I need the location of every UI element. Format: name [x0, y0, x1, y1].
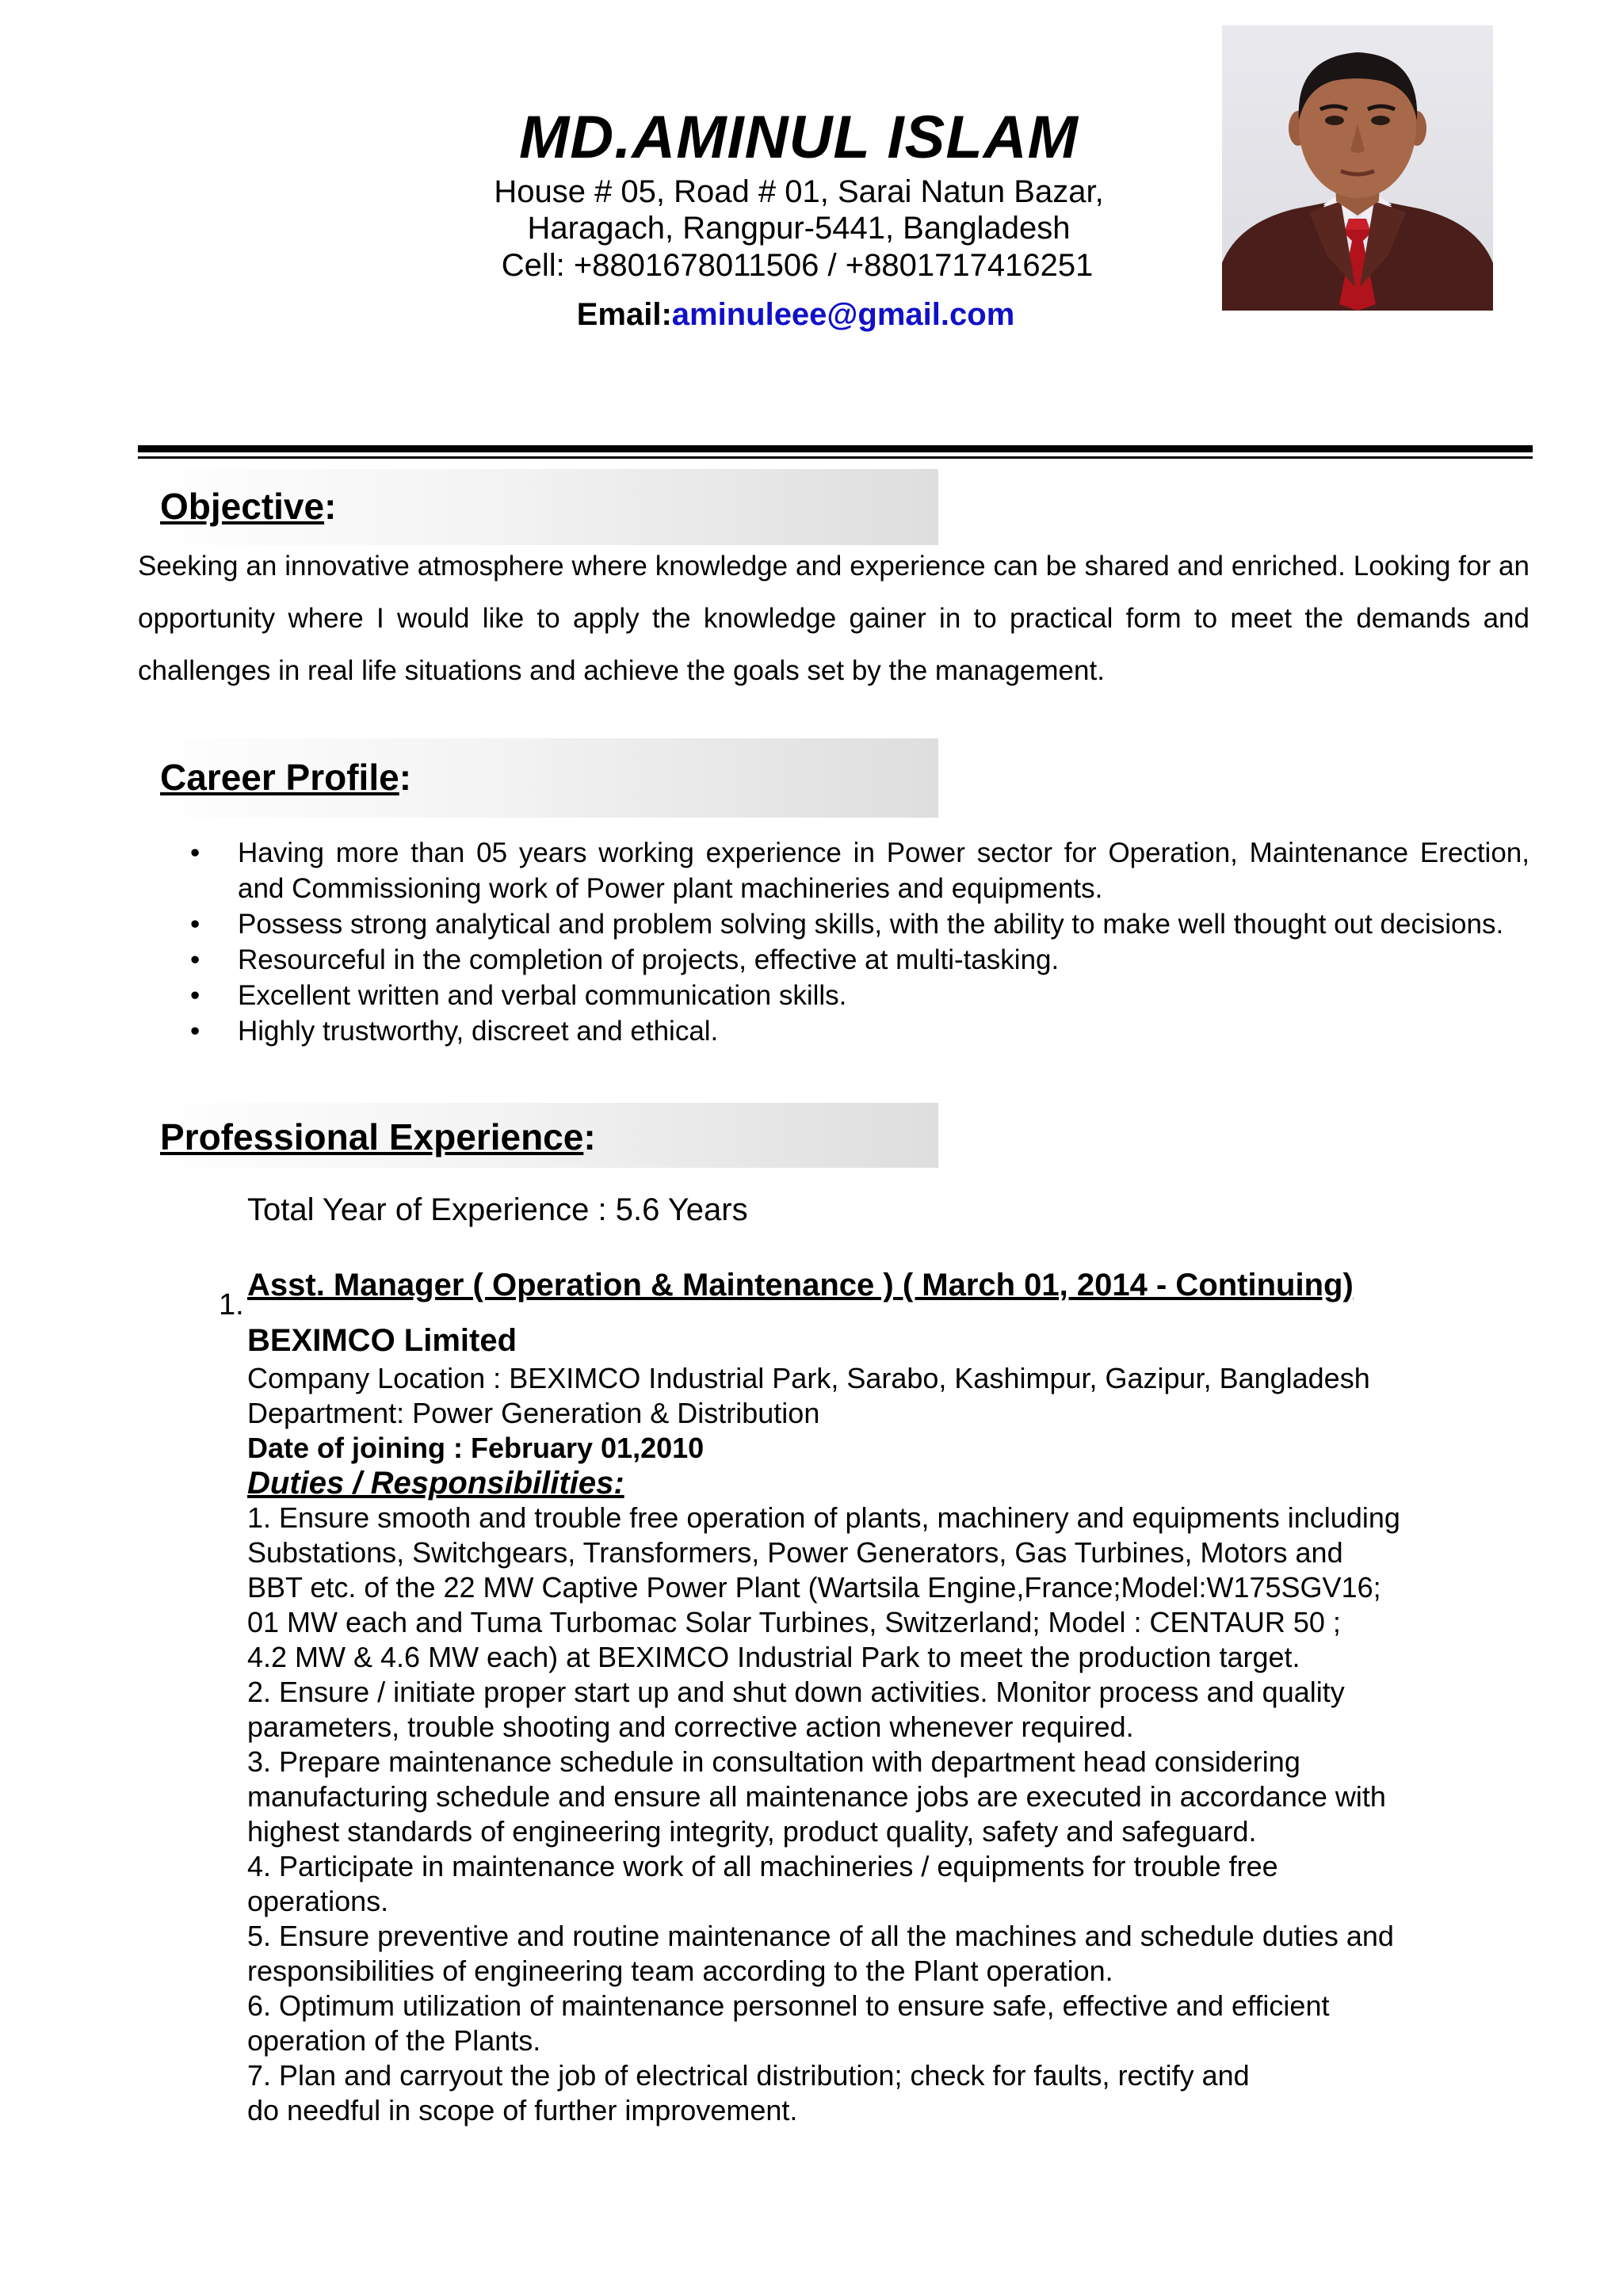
duty-line: 01 MW each and Tuma Turbomac Solar Turbines, Switzerland; Model : CENTAUR 50 ;	[247, 1606, 1341, 1638]
duty-line: manufacturing schedule and ensure all maintenance jobs are executed in accordance with	[247, 1780, 1386, 1813]
candidate-name: MD.AMINUL ISLAM	[519, 104, 1079, 171]
duty-line: 5. Ensure preventive and routine maintenance of all the machines and schedule duties and	[247, 1920, 1394, 1952]
list-item: • Having more than 05 years working experience in Power sector for Operation, Maintenance Erection, and Commissioning work of Power plant machineries and equipments.	[190, 837, 1529, 904]
duty-line: 6. Optimum utilization of maintenance personnel to ensure safe, effective and efficient	[247, 1989, 1330, 2022]
career-profile-section-header	[138, 738, 938, 818]
list-item: • Excellent written and verbal communication skills.	[190, 980, 847, 1011]
duty-line: BBT etc. of the 22 MW Captive Power Plant (Wartsila Engine,France;Model:W175SGV16;	[247, 1571, 1381, 1604]
duty-line: 4.2 MW & 4.6 MW each) at BEXIMCO Industrial Park to meet the production target.	[247, 1641, 1300, 1673]
email-label: Email:	[576, 297, 672, 332]
job-details	[247, 1361, 1531, 2128]
list-item: • Resourceful in the completion of projects, effective at multi-tasking.	[190, 944, 1060, 975]
duty-line: 3. Prepare maintenance schedule in consultation with department head considering	[247, 1745, 1300, 1778]
experience-section-header	[138, 1103, 938, 1168]
duty-line: Substations, Switchgears, Transformers, Power Generators, Gas Turbines, Motors and	[247, 1536, 1343, 1569]
duty-line: 7. Plan and carryout the job of electrical distribution; check for faults, rectify and	[247, 2059, 1250, 2092]
duties-heading: Duties / Responsibilities:	[247, 1466, 624, 1501]
career-profile-list	[138, 835, 1529, 1049]
cell-phone: Cell: +8801678011506 / +8801717416251	[501, 248, 1094, 283]
header-divider-thick	[138, 445, 1533, 452]
duty-line: highest standards of engineering integrity, product quality, safety and safeguard.	[247, 1815, 1257, 1848]
duty-line: operations.	[247, 1885, 389, 1917]
experience-heading: Professional Experience:	[160, 1116, 596, 1158]
duties-list	[247, 1501, 1531, 2128]
duty-line: 1. Ensure smooth and trouble free operation of plants, machinery and equipments including	[247, 1501, 1400, 1534]
duty-line: do needful in scope of further improvement.	[247, 2094, 798, 2126]
list-item: • Highly trustworthy, discreet and ethical.	[190, 1016, 719, 1047]
profile-photo	[1222, 25, 1493, 311]
job-title: Asst. Manager ( Operation & Maintenance ) ( March 01, 2014 - Continuing)	[247, 1268, 1354, 1302]
objective-section-header	[138, 469, 938, 545]
company-location: Company Location : BEXIMCO Industrial Park, Sarabo, Kashimpur, Gazipur, Bangladesh	[247, 1362, 1370, 1394]
date-of-joining: Date of joining : February 01,2010	[247, 1432, 705, 1464]
email-link[interactable]: aminuleee@gmail.com	[671, 297, 1015, 332]
duty-line: operation of the Plants.	[247, 2024, 541, 2057]
list-item: • Possess strong analytical and problem solving skills, with the ability to make well thought out decisions.	[190, 909, 1504, 940]
objective-heading: Objective:	[160, 486, 337, 527]
address-line-1: House # 05, Road # 01, Sarai Natun Bazar,	[494, 174, 1104, 209]
company-name: BEXIMCO Limited	[247, 1323, 517, 1358]
department: Department: Power Generation & Distribution	[247, 1397, 820, 1429]
portrait-illustration	[1222, 25, 1493, 311]
header-divider-thin	[138, 456, 1533, 459]
duty-line: parameters, trouble shooting and corrective action whenever required.	[247, 1711, 1134, 1743]
duty-line: 4. Participate in maintenance work of all machineries / equipments for trouble free	[247, 1850, 1278, 1882]
career-profile-heading: Career Profile:	[160, 757, 412, 798]
job-number: 1.	[219, 1288, 244, 1322]
objective-text: Seeking an innovative atmosphere where knowledge and experience can be shared and enriched. Looking for an opportunity where I would like to apply the knowledge gainer in to practical form to meet the demands and challenges in real life situations and achieve the goals set by the management.	[138, 551, 1529, 686]
duty-line: 2. Ensure / initiate proper start up and shut down activities. Monitor process and quality	[247, 1676, 1345, 1708]
duty-line: responsibilities of engineering team according to the Plant operation.	[247, 1955, 1113, 1987]
total-experience: Total Year of Experience : 5.6 Years	[247, 1192, 748, 1227]
address-line-2: Haragach, Rangpur-5441, Bangladesh	[527, 211, 1071, 246]
